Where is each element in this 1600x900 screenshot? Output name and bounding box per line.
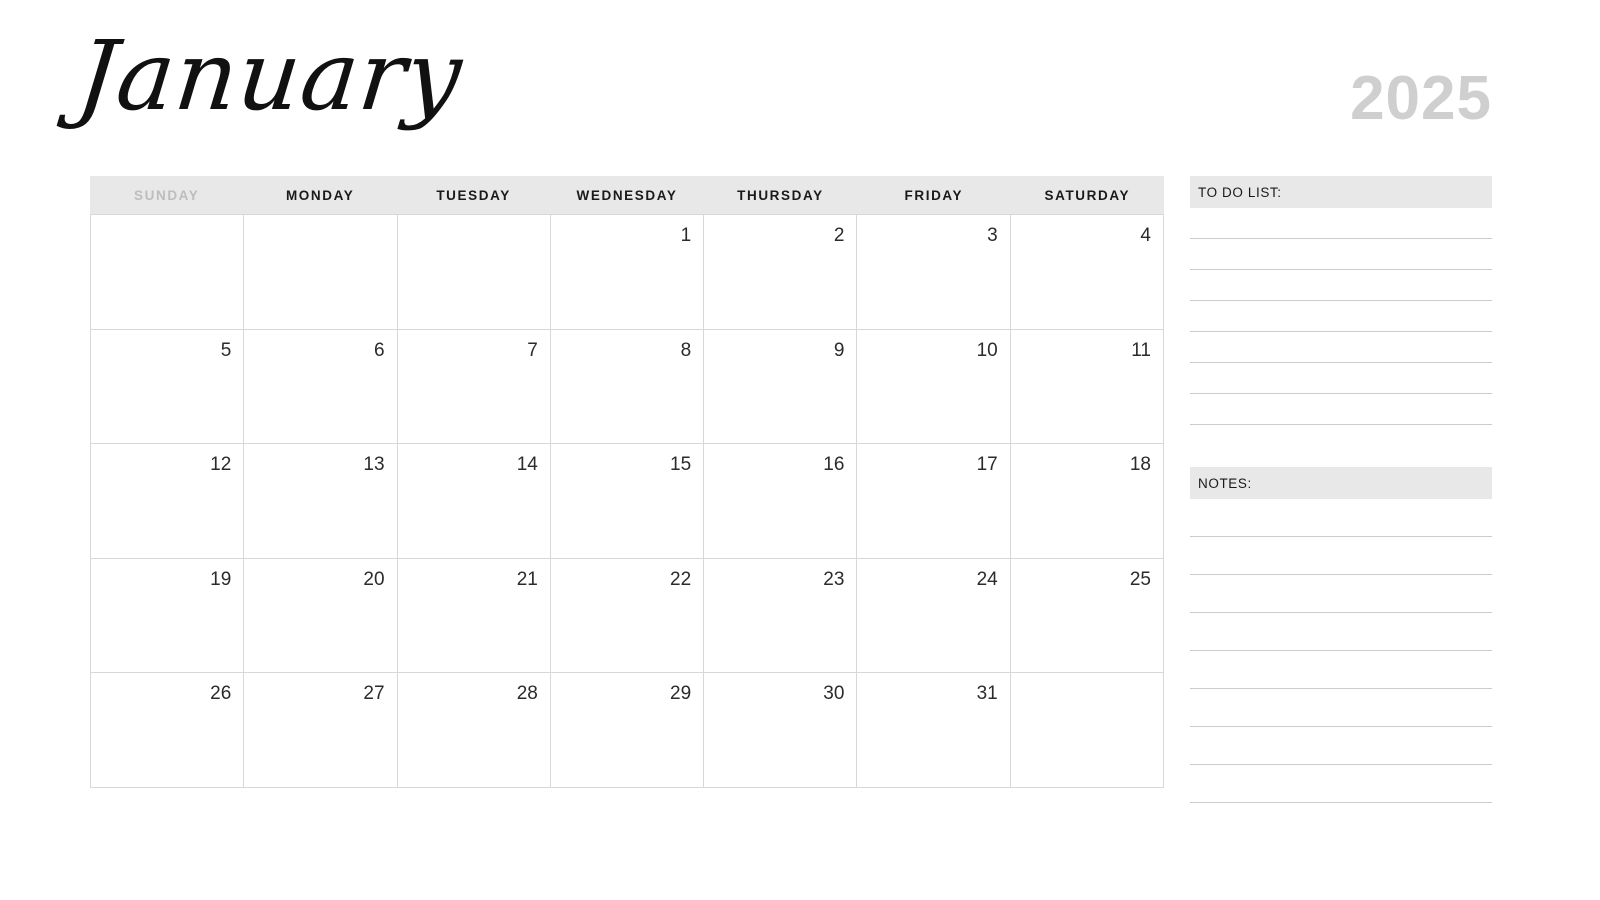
write-line[interactable] <box>1190 270 1492 301</box>
write-line[interactable] <box>1190 394 1492 425</box>
day-cell[interactable] <box>244 330 397 445</box>
day-number: 25 <box>1129 568 1151 590</box>
write-line[interactable] <box>1190 727 1492 765</box>
day-number: 11 <box>1131 339 1151 361</box>
dow-tuesday: TUESDAY <box>436 187 511 203</box>
day-number: 3 <box>987 225 998 246</box>
day-cell[interactable] <box>704 215 857 330</box>
day-number: 23 <box>823 568 845 590</box>
notes-lines <box>1190 499 1492 803</box>
day-number: 10 <box>976 339 998 361</box>
day-cell[interactable] <box>1011 559 1164 674</box>
day-cell[interactable] <box>1011 215 1164 330</box>
day-number: 2 <box>833 225 845 246</box>
day-number: 26 <box>210 683 232 704</box>
day-cell[interactable] <box>704 330 857 445</box>
day-number: 4 <box>1140 225 1151 246</box>
day-cell[interactable] <box>857 330 1010 445</box>
dow-friday: FRIDAY <box>904 187 964 203</box>
day-number: 29 <box>670 683 692 704</box>
day-cell[interactable] <box>857 559 1010 674</box>
write-line[interactable] <box>1190 363 1492 394</box>
day-number: 6 <box>373 339 385 361</box>
day-cell[interactable] <box>244 559 397 674</box>
day-cell[interactable] <box>1011 673 1164 788</box>
day-number: 7 <box>527 339 538 361</box>
day-of-week-header <box>90 176 1164 214</box>
write-line[interactable] <box>1190 765 1492 803</box>
day-cell[interactable] <box>244 444 397 559</box>
day-cell[interactable] <box>1011 444 1164 559</box>
day-number: 31 <box>976 683 998 704</box>
day-number: 8 <box>680 339 692 361</box>
day-cell[interactable] <box>244 673 397 788</box>
write-line[interactable] <box>1190 239 1492 270</box>
day-cell[interactable] <box>551 444 704 559</box>
day-number: 14 <box>516 454 538 475</box>
page-title: January <box>72 20 468 132</box>
day-cell[interactable] <box>398 673 551 788</box>
day-cell[interactable] <box>91 444 244 559</box>
notes-title: NOTES: <box>1190 467 1492 499</box>
calendar-week-row <box>91 559 1164 674</box>
dow-monday: MONDAY <box>285 187 355 203</box>
day-cell[interactable] <box>91 673 244 788</box>
day-number: 1 <box>680 225 692 246</box>
day-cell[interactable] <box>857 673 1010 788</box>
write-line[interactable] <box>1190 208 1492 239</box>
year-label: 2025 <box>1350 64 1492 133</box>
todo-list-panel <box>1190 176 1492 425</box>
day-cell[interactable] <box>398 330 551 445</box>
day-cell[interactable] <box>398 444 551 559</box>
calendar-week-row <box>91 444 1164 559</box>
calendar-week-row <box>91 330 1164 445</box>
day-number: 28 <box>516 683 538 704</box>
day-cell[interactable] <box>704 559 857 674</box>
day-number: 9 <box>833 339 845 361</box>
day-cell[interactable] <box>91 215 244 330</box>
write-line[interactable] <box>1190 613 1492 651</box>
day-number: 15 <box>670 454 692 475</box>
day-cell[interactable] <box>551 559 704 674</box>
day-cell[interactable] <box>551 330 704 445</box>
day-cell[interactable] <box>551 215 704 330</box>
write-line[interactable] <box>1190 575 1492 613</box>
day-number: 20 <box>363 568 385 590</box>
day-number: 18 <box>1129 454 1151 475</box>
dow-saturday: SATURDAY <box>1044 187 1131 203</box>
day-number: 24 <box>976 568 998 590</box>
day-number: 21 <box>516 568 538 590</box>
day-number: 13 <box>363 454 385 475</box>
day-number: 22 <box>670 568 692 590</box>
dow-sunday: SUNDAY <box>134 187 200 203</box>
write-line[interactable] <box>1190 651 1492 689</box>
calendar-week-row <box>91 673 1164 788</box>
dow-thursday: THURSDAY <box>737 187 824 203</box>
day-number: 12 <box>210 454 232 475</box>
todo-list-lines <box>1190 208 1492 425</box>
day-cell[interactable] <box>1011 330 1164 445</box>
day-number: 16 <box>823 454 845 475</box>
day-number: 27 <box>363 683 385 704</box>
day-number: 19 <box>210 568 232 590</box>
day-number: 5 <box>220 339 232 361</box>
write-line[interactable] <box>1190 537 1492 575</box>
day-cell[interactable] <box>91 330 244 445</box>
day-cell[interactable] <box>244 215 397 330</box>
side-panels <box>1190 176 1492 803</box>
day-number: 17 <box>976 454 998 475</box>
calendar-grid <box>90 176 1164 788</box>
day-cell[interactable] <box>398 559 551 674</box>
calendar-week-row <box>91 215 1164 330</box>
day-cell[interactable] <box>91 559 244 674</box>
day-cell[interactable] <box>857 215 1010 330</box>
day-cell[interactable] <box>704 673 857 788</box>
day-cell[interactable] <box>551 673 704 788</box>
write-line[interactable] <box>1190 301 1492 332</box>
notes-panel <box>1190 467 1492 803</box>
day-cell[interactable] <box>398 215 551 330</box>
day-number: 30 <box>823 683 845 704</box>
dow-wednesday: WEDNESDAY <box>576 187 678 203</box>
write-line[interactable] <box>1190 499 1492 537</box>
day-cell[interactable] <box>857 444 1010 559</box>
write-line[interactable] <box>1190 689 1492 727</box>
todo-list-title: TO DO LIST: <box>1190 176 1492 208</box>
day-cell[interactable] <box>704 444 857 559</box>
calendar-weeks <box>90 214 1164 788</box>
write-line[interactable] <box>1190 332 1492 363</box>
